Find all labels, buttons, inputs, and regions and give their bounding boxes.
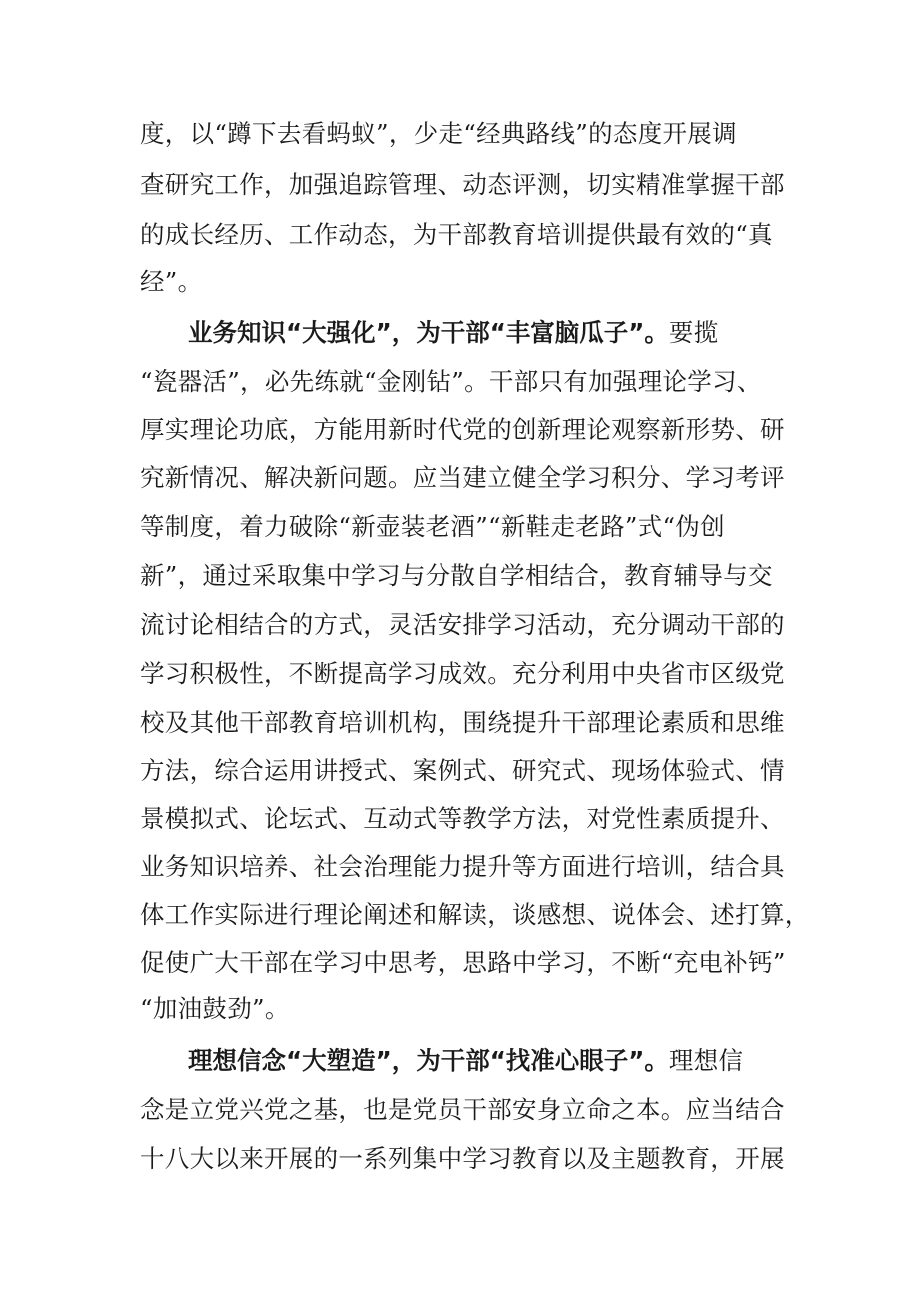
paragraph-2-line-5: 等制度，着力破除“新壶装老酒”“新鞋走老路”式“伪创	[140, 512, 725, 541]
paragraph-2-first-line-text: 要揽	[668, 318, 719, 347]
paragraph-2-line-10: 方法，综合运用讲授式、案例式、研究式、现场体验式、情	[140, 756, 785, 785]
paragraph-2-line-6: 新”，通过采取集中学习与分散自学相结合，教育辅导与交	[140, 561, 773, 590]
paragraph-1-line-4: 经”。	[140, 267, 203, 296]
paragraph-3-first-line	[188, 1041, 743, 1081]
paragraph-2-line-9: 校及其他干部教育培训机构，围绕提升干部理论素质和思维	[140, 708, 785, 737]
paragraph-1-line-1: 度，以“蹲下去看蚂蚁”，少走“经典路线”的态度开展调	[140, 119, 737, 148]
paragraph-2-line-3: 厚实理论功底，方能用新时代党的创新理论观察新形势、研	[140, 415, 785, 444]
paragraph-2-heading: 业务知识“大强化”，为干部“丰富脑瓜子”。	[188, 318, 669, 347]
paragraph-2-line-4: 究新情况、解决新问题。应当建立健全学习积分、学习考评	[140, 463, 785, 492]
paragraph-2-line-2: “瓷器活”，必先练就“金刚钻”。干部只有加强理论学习、	[140, 367, 762, 396]
paragraph-1-line-3: 的成长经历、工作动态，为干部教育培训提供最有效的“真	[140, 220, 773, 249]
paragraph-2-line-14: 促使广大干部在学习中思考，思路中学习，不断“充电补钙”	[140, 948, 786, 977]
paragraph-2-first-line	[188, 313, 719, 353]
paragraph-1-line-2: 查研究工作，加强追踪管理、动态评测，切实精准掌握干部	[140, 170, 785, 199]
paragraph-2-line-8: 学习积极性，不断提高学习成效。充分利用中央省市区级党	[140, 659, 785, 688]
paragraph-2-line-11: 景模拟式、论坛式、互动式等教学方法，对党性素质提升、	[140, 804, 785, 833]
paragraph-2-line-15: “加油鼓劲”。	[140, 994, 290, 1023]
paragraph-3-first-line-text: 理想信	[668, 1046, 744, 1075]
paragraph-3-heading: 理想信念“大塑造”，为干部“找准心眼子”。	[188, 1046, 669, 1075]
paragraph-2-line-7: 流讨论相结合的方式，灵活安排学习活动，充分调动干部的	[140, 610, 785, 639]
paragraph-2-line-13: 体工作实际进行理论阐述和解读，谈感想、说体会、述打算，	[140, 900, 810, 929]
paragraph-3-line-3: 十八大以来开展的一系列集中学习教育以及主题教育，开展	[140, 1144, 785, 1173]
paragraph-2-line-12: 业务知识培养、社会治理能力提升等方面进行培训，结合具	[140, 852, 785, 881]
paragraph-3-line-2: 念是立党兴党之基，也是党员干部安身立命之本。应当结合	[140, 1095, 785, 1124]
